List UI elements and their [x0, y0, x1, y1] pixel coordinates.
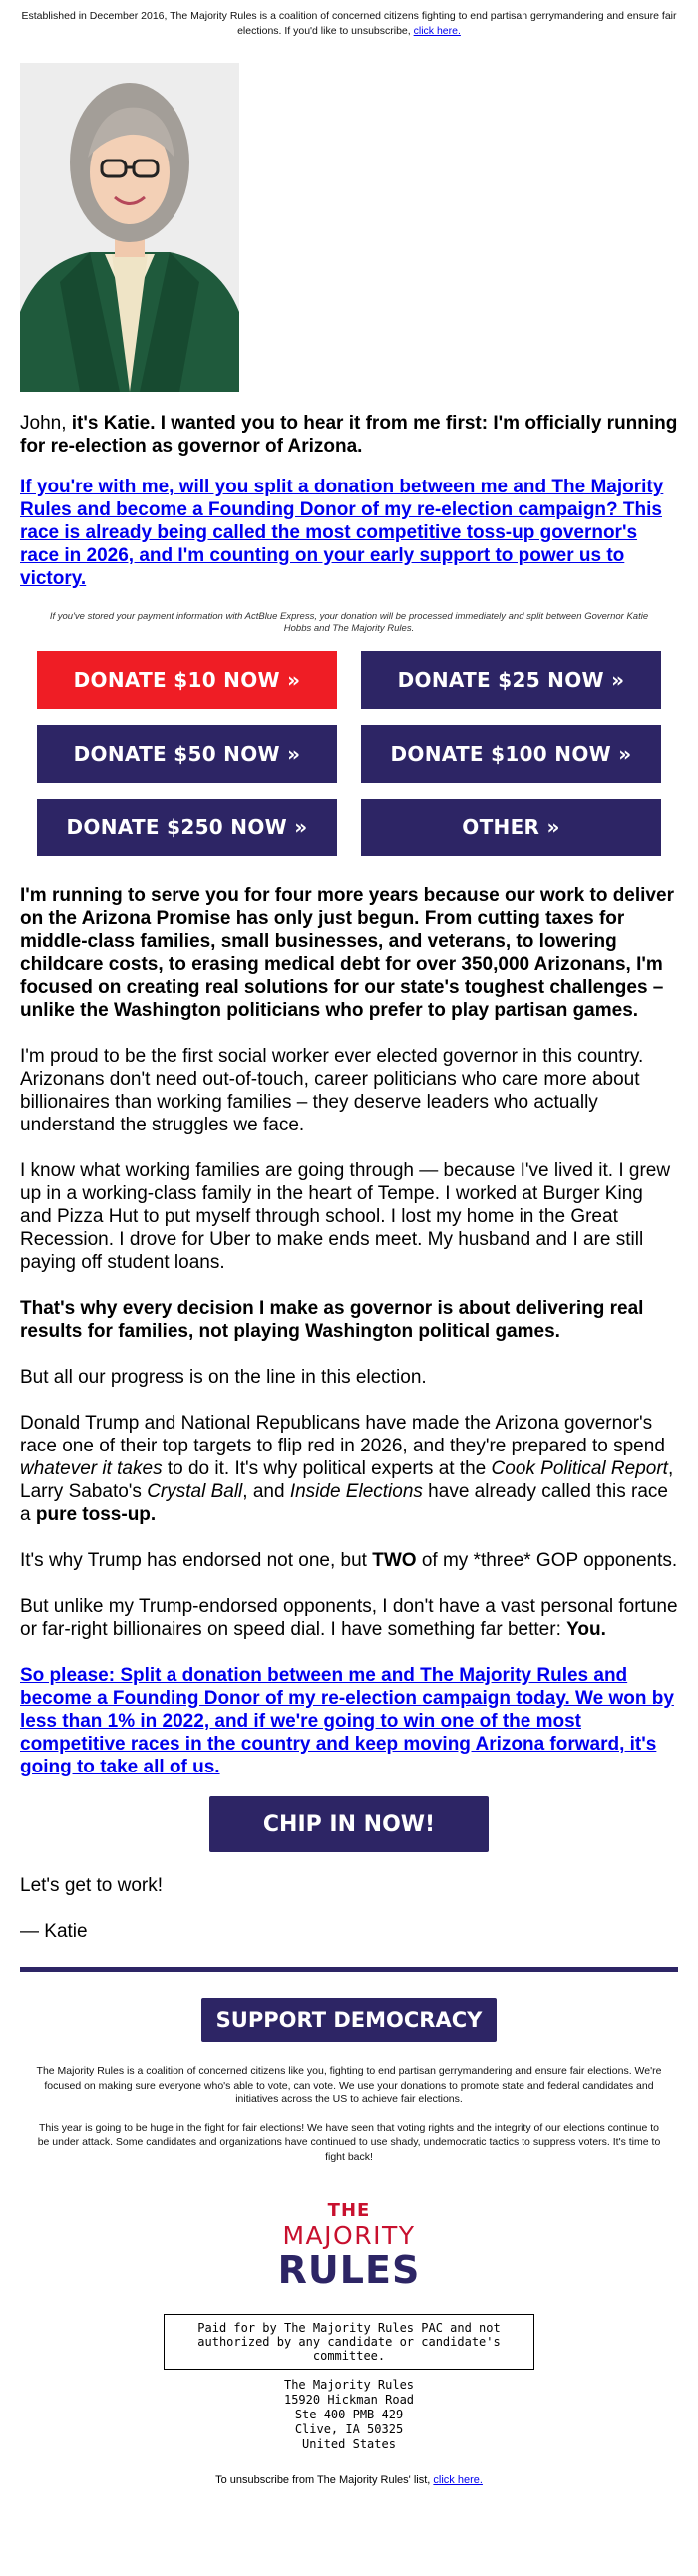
logo-the: THE — [327, 2200, 371, 2221]
ask2-link[interactable]: So please: Split a donation between me and The Majority Rules and become a Founding Donor of my re-election campaign today. We won by less than 1% in 2022, and if we're going to win one of the most competitive races in the country and keep moving Arizona forward, it's going to take all of us. — [20, 1665, 674, 1777]
majority-rules-logo — [249, 2202, 449, 2290]
p6-text-d: , and — [242, 1481, 290, 1502]
portrait-photo-icon — [20, 63, 239, 392]
donate-50-button[interactable]: DONATE $50 NOW » — [37, 725, 337, 783]
p6-text-c: , Larry Sabato's — [20, 1458, 674, 1502]
address-line: Ste 400 PMB 429 — [294, 2408, 404, 2421]
signoff: — Katie — [20, 1921, 88, 1942]
footer-about-2: This year is going to be huge in the fight for fair elections! We have seen that voting rights and the integrity of our elections continue to be under attack. Some candidates and organizations have continued to use shady, undemocratic tactics to suppress voters. It's time to fight back! — [37, 2121, 661, 2163]
footer-unsubscribe — [0, 2474, 698, 2506]
header-unsubscribe-link[interactable]: click here. — [413, 25, 461, 37]
support-democracy-button[interactable]: SUPPORT DEMOCRACY — [201, 1998, 497, 2042]
chip-in-button[interactable]: CHIP IN NOW! — [209, 1796, 489, 1852]
ask-link[interactable]: If you're with me, will you split a donation between me and The Majority Rules and become a Founding Donor of my re-election campaign? This race is already being called the most competitive toss-up governor's race in 2026, and I'm counting on your early support to power us to victory. — [20, 477, 664, 589]
p7-text-b: of my *three* GOP opponents. — [416, 1550, 678, 1571]
body-paragraph-6 — [20, 1412, 678, 1526]
logo-majority: MAJORITY — [282, 2221, 416, 2250]
p7-text-a: It's why Trump has endorsed not one, but — [20, 1550, 373, 1571]
closing-line: Let's get to work! — [20, 1875, 164, 1896]
donate-100-button[interactable]: DONATE $100 NOW » — [361, 725, 661, 783]
p6-italic-4: Inside Elections — [289, 1481, 423, 1502]
ask-paragraph-2 — [20, 1664, 678, 1778]
address-line: 15920 Hickman Road — [283, 2393, 415, 2407]
donate-other-button[interactable]: OTHER » — [361, 799, 661, 856]
donate-button-grid — [37, 651, 661, 856]
address-line: United States — [302, 2437, 396, 2451]
footer-unsub-text: To unsubscribe from The Majority Rules' list, — [215, 2474, 431, 2486]
logo-rules: RULES — [277, 2248, 421, 2292]
closing-block — [0, 1874, 698, 1943]
header-notice — [20, 0, 678, 39]
donate-250-button[interactable]: DONATE $250 NOW » — [37, 799, 337, 856]
intro-greeting: John, — [20, 413, 72, 434]
p6-bold: pure toss-up. — [35, 1504, 157, 1525]
donate-25-button[interactable]: DONATE $25 NOW » — [361, 651, 661, 709]
header-notice-text: Established in December 2016, The Majority Rules is a coalition of concerned citizens fighting to end partisan gerrymandering and ensure fair elections. If you'd like to unsubscribe, — [21, 10, 677, 37]
p8-text-a: But unlike my Trump-endorsed opponents, I don't have a vast personal fortune or far-right billionaires on speed dial. I have something far better: — [20, 1596, 678, 1640]
body-paragraph-7 — [20, 1549, 678, 1572]
body-paragraph-2: I'm proud to be the first social worker ever elected governor in this country. Arizonans don't need out-of-touch, career politicians who care more about billionaires than working families – they deserve leaders who actually understand the struggles we face. — [20, 1046, 644, 1135]
p6-text-a: Donald Trump and National Republicans have made the Arizona governor's race one of their top targets to flip red in 2026, and they're prepared to spend — [20, 1413, 665, 1456]
address-line: Clive, IA 50325 — [294, 2422, 404, 2436]
body-paragraph-5: But all our progress is on the line in this election. — [20, 1367, 427, 1388]
mailing-address — [0, 2378, 698, 2452]
donate-10-button[interactable]: DONATE $10 NOW » — [37, 651, 337, 709]
body-paragraph-1: I'm running to serve you for four more years because our work to deliver on the Arizona Promise has only just begun. From cutting taxes for middle-class families, small businesses, and veterans, to lowering childcare costs, to erasing medical debt for over 350,000 Arizonans, I'm focused on creating real solutions for our state's toughest challenges – unlike the Washington politicians who prefer to play partisan games. — [20, 885, 674, 1021]
intro-paragraph — [20, 412, 678, 458]
p6-text-b: to do it. It's why political experts at the — [162, 1458, 492, 1479]
body-paragraph-4: That's why every decision I make as governor is about delivering real results for families, not playing Washington political games. — [20, 1298, 644, 1342]
body-paragraph-3: I know what working families are going through — because I've lived it. I grew up in a working-class family in the heart of Tempe. I worked at Burger King and Pizza Hut to put myself through school. I lost my home in the Great Recession. I drove for Uber to make ends meet. My husband and I are still paying off student loans. — [20, 1160, 671, 1273]
candidate-photo — [20, 63, 239, 392]
message-content — [0, 412, 698, 590]
footer-divider — [20, 1967, 678, 1972]
address-line: The Majority Rules — [283, 2378, 415, 2392]
message-body — [0, 884, 698, 1778]
ask-paragraph — [20, 476, 678, 590]
p6-italic-1: whatever it takes — [20, 1458, 163, 1479]
body-paragraph-8 — [20, 1595, 678, 1641]
footer-about-1: The Majority Rules is a coalition of concerned citizens like you, fighting to end partisan gerrymandering and ensure fair elections. We're focused on making sure everyone who's able to vote, can vote. We use your donations to promote state and federal candidates and initiatives across the US to achieve fair elections. — [36, 2065, 662, 2105]
p7-bold: TWO — [372, 1550, 417, 1571]
p6-italic-2: Cook Political Report — [491, 1458, 668, 1479]
paid-for-disclaimer: Paid for by The Majority Rules PAC and not authorized by any candidate or candidate's committee. — [164, 2314, 534, 2370]
intro-bold: it's Katie. I wanted you to hear it from me first: I'm officially running for re-election as governor of Arizona. — [20, 413, 678, 457]
p6-italic-3: Crystal Ball — [147, 1481, 243, 1502]
p8-bold: You. — [566, 1619, 606, 1640]
express-note: If you've stored your payment information with ActBlue Express, your donation will be processed immediately and split between Governor Katie Hobbs and The Majority Rules. — [49, 611, 649, 634]
p6-text-e: have already called this race a — [20, 1481, 668, 1525]
footer-unsubscribe-link[interactable]: click here. — [433, 2474, 483, 2486]
